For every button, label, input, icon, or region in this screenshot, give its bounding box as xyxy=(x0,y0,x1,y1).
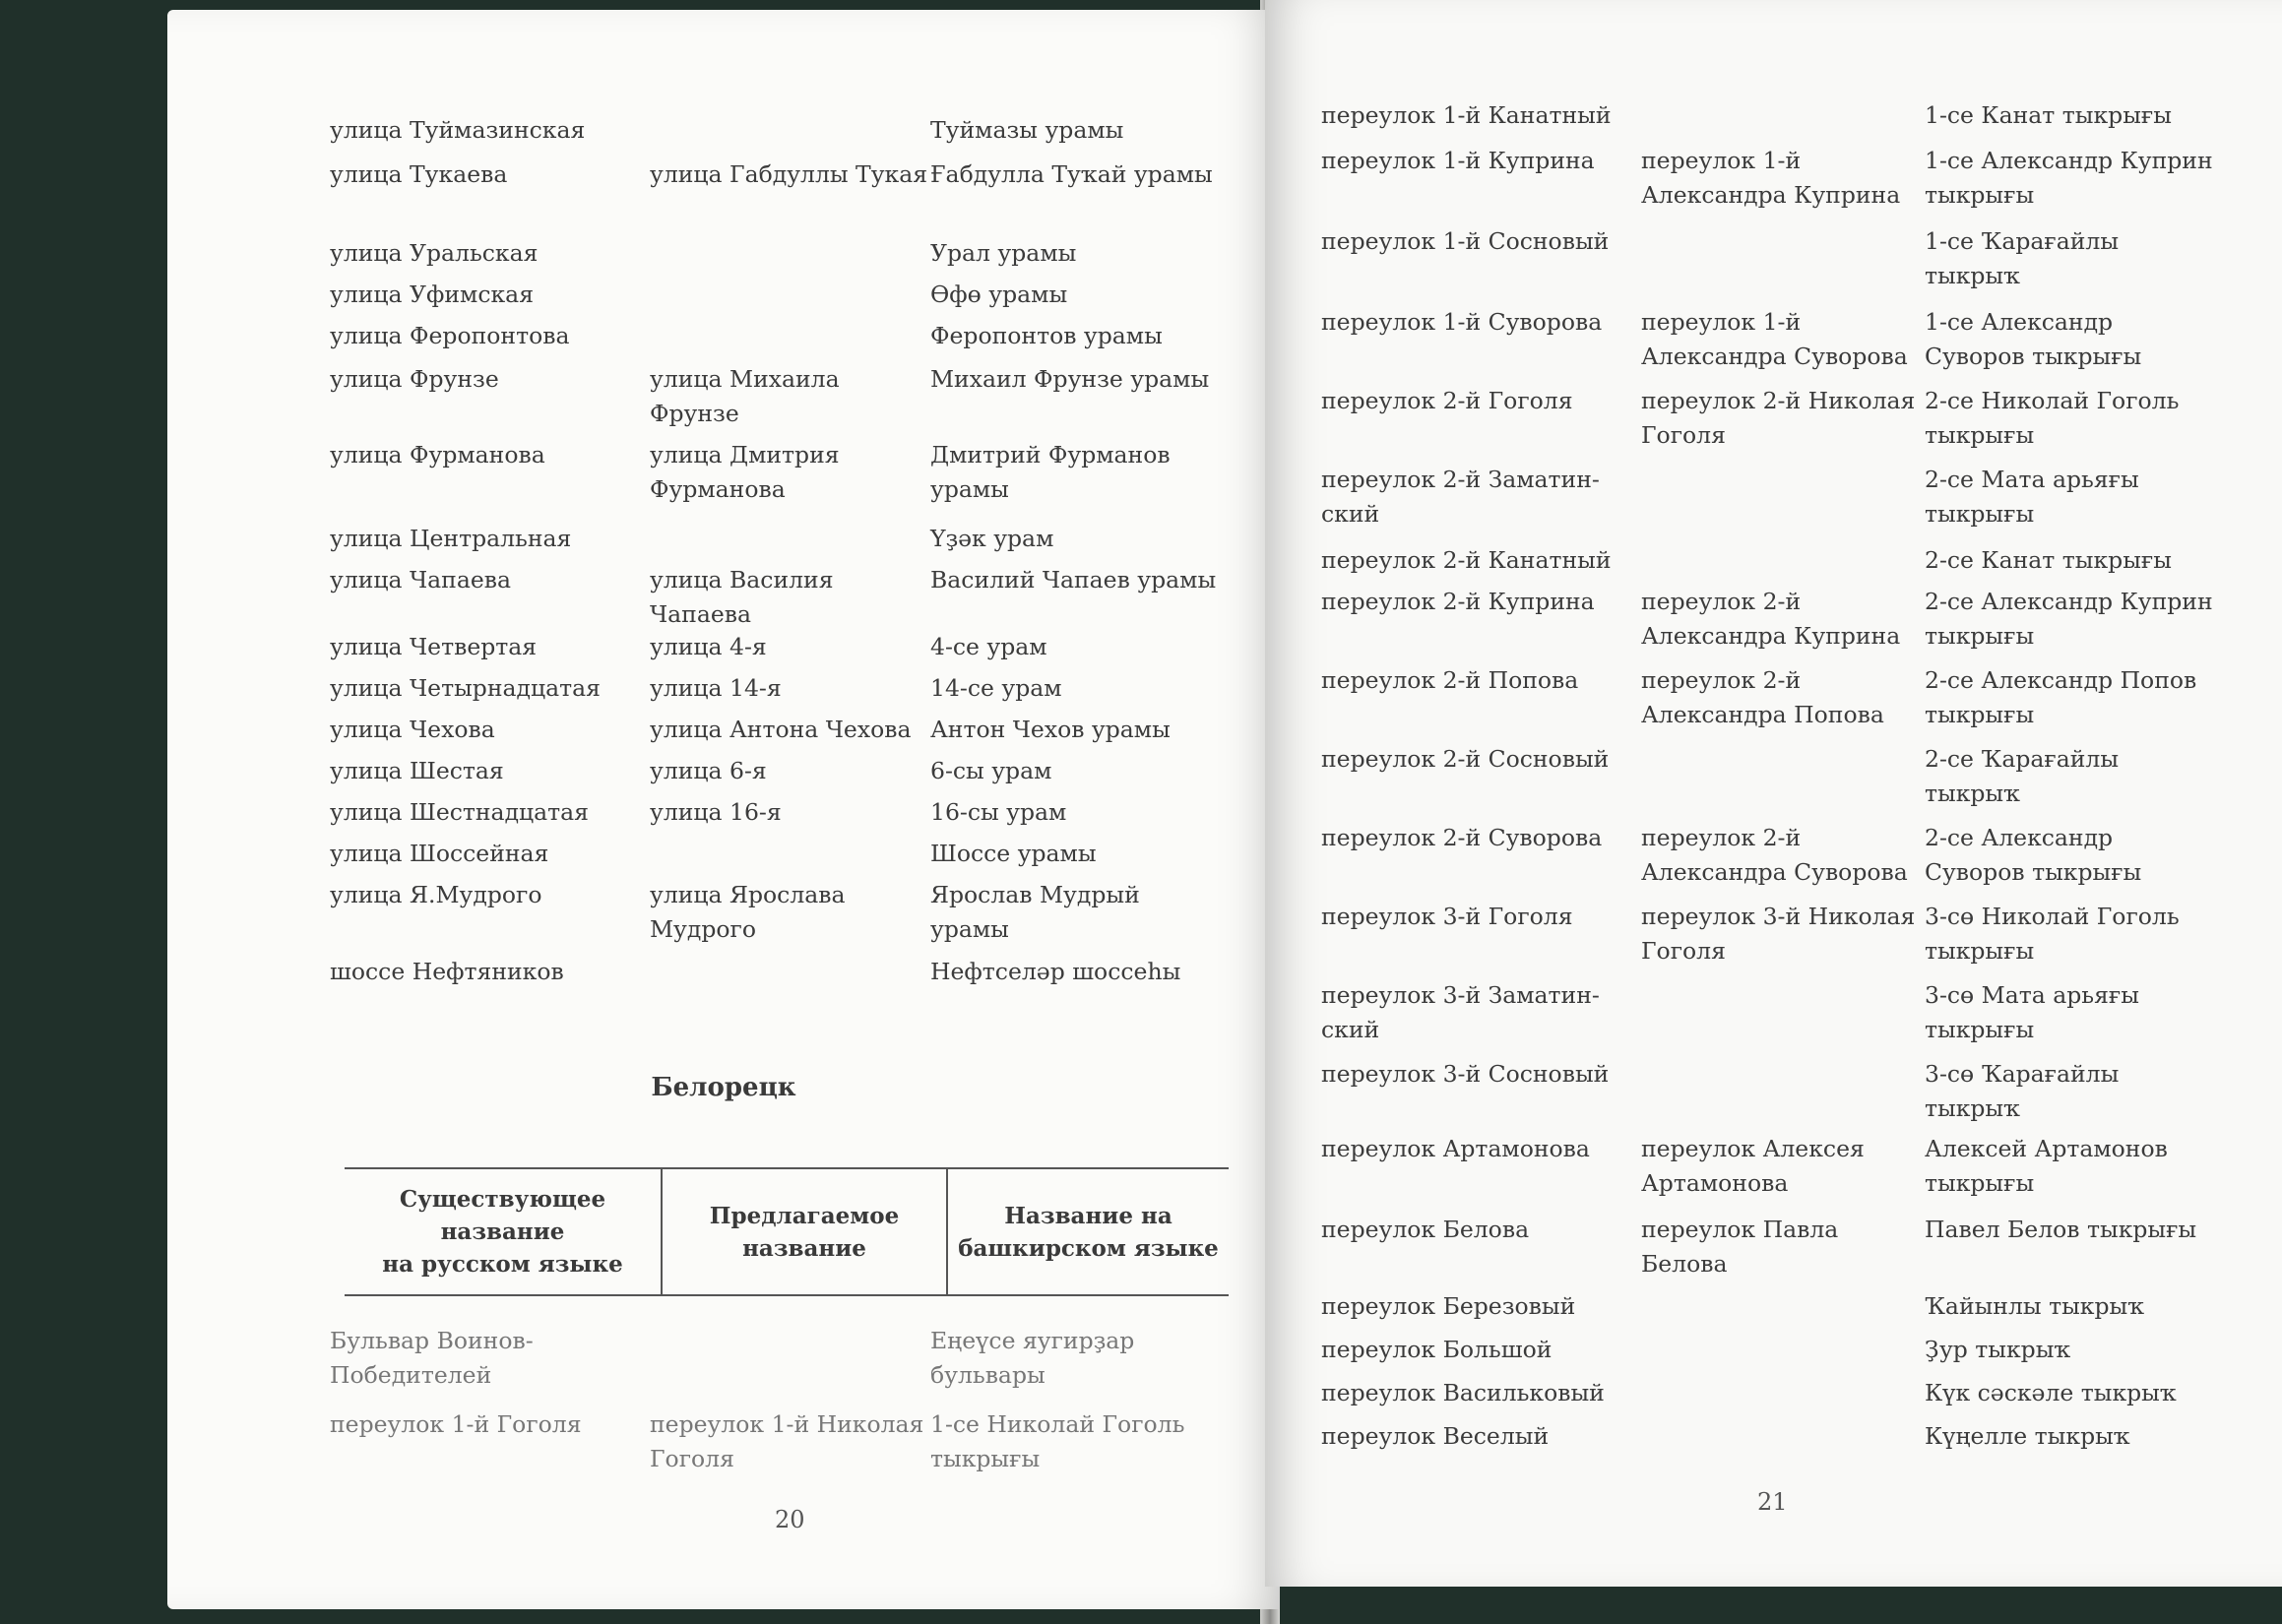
existing-name-cell: переулок Березовый xyxy=(1321,1292,1576,1320)
existing-name-cell: переулок 1-й Куприна xyxy=(1321,147,1595,174)
existing-name-cell: улица Фрунзе xyxy=(330,365,499,393)
bashkir-name-cell: Василий Чапаев урамы xyxy=(930,566,1217,593)
existing-name-cell: улица Шестнадцатая xyxy=(330,798,589,826)
existing-name-cell: переулок 2-й Куприна xyxy=(1321,588,1595,615)
existing-name-cell: переулок Веселый xyxy=(1321,1422,1550,1450)
existing-name-cell: улица Шоссейная xyxy=(330,840,549,867)
existing-name-cell: переулок 1-й Сосновый xyxy=(1321,227,1610,255)
existing-name-cell: переулок 1-й Гоголя xyxy=(330,1410,582,1438)
bashkir-name-cell: Дмитрий Фурманов урамы xyxy=(930,441,1171,503)
existing-name-cell: переулок Белова xyxy=(1321,1216,1530,1243)
proposed-name-cell: переулок 2-й Александра Попова xyxy=(1641,666,1884,728)
proposed-name-cell: переулок 2-й Александра Куприна xyxy=(1641,588,1901,650)
bashkir-name-cell: Михаил Фрунзе урамы xyxy=(930,365,1210,393)
existing-name-cell: улица Центральная xyxy=(330,525,572,552)
bashkir-name-cell: 2-се Александр Куприн тыкрығы xyxy=(1925,588,2213,650)
bashkir-name-cell: Нефтселәр шоссеһы xyxy=(930,958,1181,985)
bashkir-name-cell: Өфө урамы xyxy=(930,281,1068,308)
existing-name-cell: улица Туймазинская xyxy=(330,116,586,144)
header-existing-name: Существующее название на русском языке xyxy=(345,1169,663,1294)
proposed-name-cell: улица 4-я xyxy=(650,633,767,660)
bashkir-name-cell: Урал урамы xyxy=(930,239,1077,267)
bashkir-name-cell: 2-се Мата арьяғы тыкрығы xyxy=(1925,466,2139,528)
proposed-name-cell: улица Дмитрия Фурманова xyxy=(650,441,840,503)
existing-name-cell: улица Тукаева xyxy=(330,160,508,188)
existing-name-cell: переулок 1-й Канатный xyxy=(1321,101,1612,129)
existing-name-cell: улица Четвертая xyxy=(330,633,538,660)
existing-name-cell: переулок 2-й Суворова xyxy=(1321,824,1603,851)
bashkir-name-cell: Күк сәскәле тыкрыҡ xyxy=(1925,1379,2177,1406)
existing-name-cell: переулок 2-й Попова xyxy=(1321,666,1579,694)
bashkir-name-cell: Еңеүсе яугирҙар бульвары xyxy=(930,1327,1135,1389)
bashkir-name-cell: Шоссе урамы xyxy=(930,840,1097,867)
bashkir-name-cell: 6-сы урам xyxy=(930,757,1052,784)
existing-name-cell: улица Шестая xyxy=(330,757,504,784)
bashkir-name-cell: 1-се Александр Суворов тыкрығы xyxy=(1925,308,2142,370)
existing-name-cell: переулок 1-й Суворова xyxy=(1321,308,1603,336)
bashkir-name-cell: Антон Чехов урамы xyxy=(930,716,1171,743)
page-number-right: 21 xyxy=(1757,1488,1788,1516)
proposed-name-cell: улица Василия Чапаева xyxy=(650,566,834,628)
bashkir-name-cell: 2-се Александр Попов тыкрығы xyxy=(1925,666,2197,728)
header-proposed-name: Предлагаемое название xyxy=(663,1169,948,1294)
proposed-name-cell: улица 6-я xyxy=(650,757,767,784)
bashkir-name-cell: 2-се Николай Гоголь тыкрығы xyxy=(1925,387,2180,449)
proposed-name-cell: улица Антона Чехова xyxy=(650,716,912,743)
bashkir-name-cell: Туймазы урамы xyxy=(930,116,1124,144)
proposed-name-cell: переулок 3-й Николая Гоголя xyxy=(1641,903,1916,965)
bashkir-name-cell: Алексей Артамонов тыкрығы xyxy=(1925,1135,2168,1197)
bashkir-name-cell: Ярослав Мудрый урамы xyxy=(930,881,1140,943)
existing-name-cell: улица Чехова xyxy=(330,716,495,743)
existing-name-cell: улица Я.Мудрого xyxy=(330,881,542,908)
proposed-name-cell: переулок Павла Белова xyxy=(1641,1216,1839,1278)
existing-name-cell: переулок 2-й Заматин-ский xyxy=(1321,466,1600,528)
bashkir-name-cell: 3-сө Николай Гоголь тыкрығы xyxy=(1925,903,2180,965)
existing-name-cell: переулок 3-й Заматин-ский xyxy=(1321,981,1600,1043)
existing-name-cell: улица Чапаева xyxy=(330,566,512,593)
existing-name-cell: переулок Артамонова xyxy=(1321,1135,1590,1162)
existing-name-cell: улица Фурманова xyxy=(330,441,545,468)
right-page xyxy=(1265,0,2282,1587)
bashkir-name-cell: 3-сө Мата арьяғы тыкрығы xyxy=(1925,981,2139,1043)
existing-name-cell: переулок 3-й Сосновый xyxy=(1321,1060,1610,1088)
proposed-name-cell: переулок 1-й Николая Гоголя xyxy=(650,1410,924,1472)
bashkir-name-cell: Павел Белов тыкрығы xyxy=(1925,1216,2197,1243)
bashkir-name-cell: 14-се урам xyxy=(930,674,1062,702)
existing-name-cell: Бульвар Воинов-Победителей xyxy=(330,1327,534,1389)
left-page xyxy=(167,10,1280,1609)
bashkir-name-cell: 16-сы урам xyxy=(930,798,1067,826)
bashkir-name-cell: 1-се Александр Куприн тыкрығы xyxy=(1925,147,2213,209)
header-bashkir-name: Название на башкирском языке xyxy=(958,1202,1219,1262)
bashkir-name-cell: Феропонтов урамы xyxy=(930,322,1163,349)
existing-name-cell: переулок 2-й Сосновый xyxy=(1321,745,1610,773)
bashkir-name-cell: 1-се Николай Гоголь тыкрығы xyxy=(930,1410,1185,1472)
bashkir-name-cell: 4-се урам xyxy=(930,633,1047,660)
bashkir-name-cell: Ҡайынлы тыкрыҡ xyxy=(1925,1292,2145,1320)
existing-name-cell: переулок 3-й Гоголя xyxy=(1321,903,1573,930)
bashkir-name-cell: 1-се Ҡарағайлы тыкрыҡ xyxy=(1925,227,2120,289)
bashkir-name-cell: Үҙәк урам xyxy=(930,525,1054,552)
bashkir-name-cell: 2-се Александр Суворов тыкрығы xyxy=(1925,824,2142,886)
existing-name-cell: переулок Васильковый xyxy=(1321,1379,1605,1406)
page-number-left: 20 xyxy=(775,1506,805,1533)
proposed-name-cell: переулок 1-й Александра Суворова xyxy=(1641,308,1908,370)
proposed-name-cell: улица 14-я xyxy=(650,674,782,702)
proposed-name-cell: переулок 2-й Николая Гоголя xyxy=(1641,387,1916,449)
existing-name-cell: переулок 2-й Гоголя xyxy=(1321,387,1573,414)
section-title: Белорецк xyxy=(651,1073,796,1102)
proposed-name-cell: улица Ярослава Мудрого xyxy=(650,881,846,943)
existing-name-cell: улица Четырнадцатая xyxy=(330,674,601,702)
existing-name-cell: улица Уральская xyxy=(330,239,539,267)
bashkir-name-cell: Ғабдулла Туҡай урамы xyxy=(930,160,1213,188)
bashkir-name-cell: Ҙур тыкрыҡ xyxy=(1925,1336,2071,1363)
proposed-name-cell: переулок 1-й Александра Куприна xyxy=(1641,147,1901,209)
proposed-name-cell: переулок Алексея Артамонова xyxy=(1641,1135,1865,1197)
bashkir-name-cell: 1-се Канат тыкрығы xyxy=(1925,101,2172,129)
existing-name-cell: улица Уфимская xyxy=(330,281,535,308)
existing-name-cell: переулок Большой xyxy=(1321,1336,1553,1363)
existing-name-cell: улица Феропонтова xyxy=(330,322,570,349)
table-header xyxy=(345,1167,1229,1296)
bashkir-name-cell: 3-сө Ҡарағайлы тыкрыҡ xyxy=(1925,1060,2120,1122)
bashkir-name-cell: 2-се Ҡарағайлы тыкрыҡ xyxy=(1925,745,2120,807)
bashkir-name-cell: Күңелле тыкрыҡ xyxy=(1925,1422,2130,1450)
existing-name-cell: шоссе Нефтяников xyxy=(330,958,564,985)
existing-name-cell: переулок 2-й Канатный xyxy=(1321,546,1612,574)
proposed-name-cell: улица Габдуллы Тукая xyxy=(650,160,928,188)
bashkir-name-cell: 2-се Канат тыкрығы xyxy=(1925,546,2172,574)
proposed-name-cell: переулок 2-й Александра Суворова xyxy=(1641,824,1908,886)
proposed-name-cell: улица 16-я xyxy=(650,798,782,826)
proposed-name-cell: улица Михаила Фрунзе xyxy=(650,365,840,427)
